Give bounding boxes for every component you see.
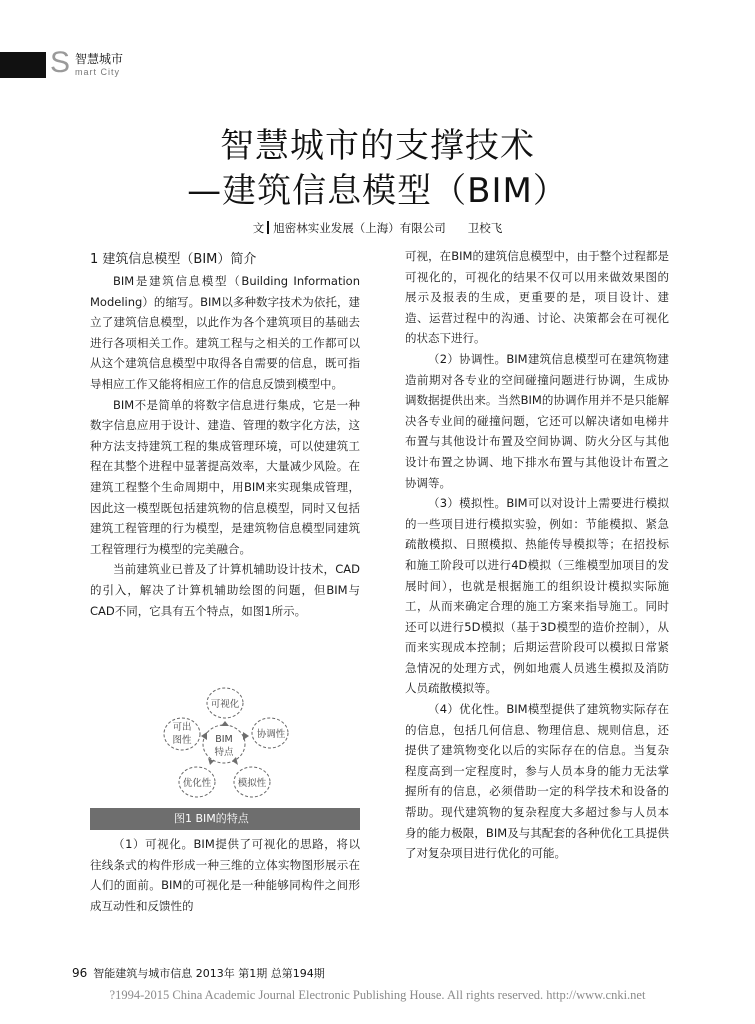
figure-diagram [90,684,360,804]
page-number: 96 [72,966,88,980]
article-title-line1: 智慧城市的支撑技术 [220,126,535,166]
node-label-drawing-2: 图性 [172,735,192,746]
left-column-bottom [90,834,360,916]
header-letter: S [50,46,71,79]
right-paragraph-4: （4）优化性。BIM模型提供了建筑物实际存在的信息，包括几何信息、物理信息、规则信息，还提供了建筑物变化以后的实际存在的信息。当复杂程度高到一定程度时，参与人员本身的能力无法掌握所有的信息，必须借助一定的科学技术和设备的帮助。现代建筑物的复杂程度大多超过参与人员本身的能力极限，BIM及与其配套的各种优化工具提供了对复杂项目进行优化的可能。 [405,702,669,861]
right-paragraph-3: （3）模拟性。BIM可以对设计上需要进行模拟的一些项目进行模拟实验，例如：节能模拟、紧急疏散模拟、日照模拟、热能传导模拟等；在招投标和施工阶段可以进行4D模拟（三维模型加项目的发展时间），也就是根据施工的组织设计模拟实际施工，从而来确定合理的施工方案来指导施工。同时还可以进行5D模拟（基于3D模型的造价控制），从而来实现成本控制；后期运营阶段可以模拟日常紧急情况的处理方式，例如地震人员逃生模拟及消防人员疏散模拟等。 [405,496,669,696]
arrow-simulation [232,757,238,765]
center-label-1: BIM [215,734,233,745]
copyright-notice: ?1994-2015 China Academic Journal Electronic Publishing House. All rights reserved. http://www.cnki.net [109,988,646,1002]
node-label-coordination: 协调性 [256,729,286,740]
right-paragraph-2: （2）协调性。BIM建筑信息模型可在建筑物建造前期对各专业的空间碰撞问题进行协调，生成协调数据提供出来。当然BIM的协调作用并不是只能解决各专业间的碰撞问题，它还可以解决诸如电梯井布置与其他设计布置及空间协调、防火分区与其他设计布置之协调、地下排水布置与其他设计布置之协调等。 [405,351,669,490]
header-section-cn: 智慧城市 [75,52,124,66]
left-paragraph-4: （1）可视化。BIM提供了可视化的思路，将以往线条式的构件形成一种三维的立体实物图形展示在人们的面前。BIM的可视化是一种能够同构件之间形成互动性和反馈性的 [90,837,360,913]
author-org: 旭密林实业发展（上海）有限公司 [273,221,446,235]
figure-bim-features [90,684,360,804]
node-label-simulation: 模拟性 [237,778,267,789]
arrow-coordination [243,732,249,740]
left-paragraph-1: BIM是建筑信息模型（Building Information Modeling）的缩写。BIM以多种数字技术为依托，建立了建筑信息模型，以此作为各个建筑项目的基础去进行各项相关工作。建筑工程与之相关的工作都可以从这个建筑信息模型中取得各自需要的信息，既可指导相应工作又能将相应工作的信息反馈到模型中。 [90,274,360,391]
node-label-drawing-1: 可出 [172,722,192,733]
page-footer [72,966,325,981]
node-label-visual: 可视化 [210,699,240,710]
article-title-line2: —建筑信息模型（BIM） [187,171,568,211]
node-label-optimization: 优化性 [182,778,212,789]
right-column [405,246,669,864]
author-line [0,220,755,236]
left-column [90,250,360,621]
author-label: 文 [252,221,265,235]
header-bar [0,52,46,78]
figure-caption: 图1 BIM的特点 [90,808,360,830]
center-label-2: 特点 [214,747,234,758]
right-paragraph-1: 可视，在BIM的建筑信息模型中，由于整个过程都是可视化的，可视化的结果不仅可以用来做效果图的展示及报表的生成，更重要的是，项目设计、建造、运营过程中的沟通、讨论、决策都会在可视化的状态下进行。 [405,249,669,346]
author-divider [267,221,269,234]
left-paragraph-3: 当前建筑业已普及了计算机辅助设计技术，CAD的引入，解决了计算机辅助绘图的问题，但BIM与CAD不同，它具有五个特点，如图1所示。 [90,562,360,618]
author-name: 卫校飞 [467,221,503,235]
arrow-visual [221,721,229,726]
header-section-en: mart City [75,67,120,77]
journal-info: 智能建筑与城市信息 2013年 第1期 总第194期 [93,967,325,980]
section-heading: 1 建筑信息模型（BIM）简介 [90,252,257,267]
arrow-optimization [208,758,214,765]
left-paragraph-2: BIM不是简单的将数字信息进行集成，它是一种数字信息应用于设计、建造、管理的数字化方法，这种方法支持建筑工程的集成管理环境，可以使建筑工程在其整个进程中显著提高效率，大量减少风险。在建筑工程整个生命周期中，用BIM来实现集成管理，因此这一模型既包括建筑物的信息模型，同时又包括建筑工程管理的行为模型，是建筑物信息模型同建筑工程管理行为模型的完美融合。 [90,397,360,556]
